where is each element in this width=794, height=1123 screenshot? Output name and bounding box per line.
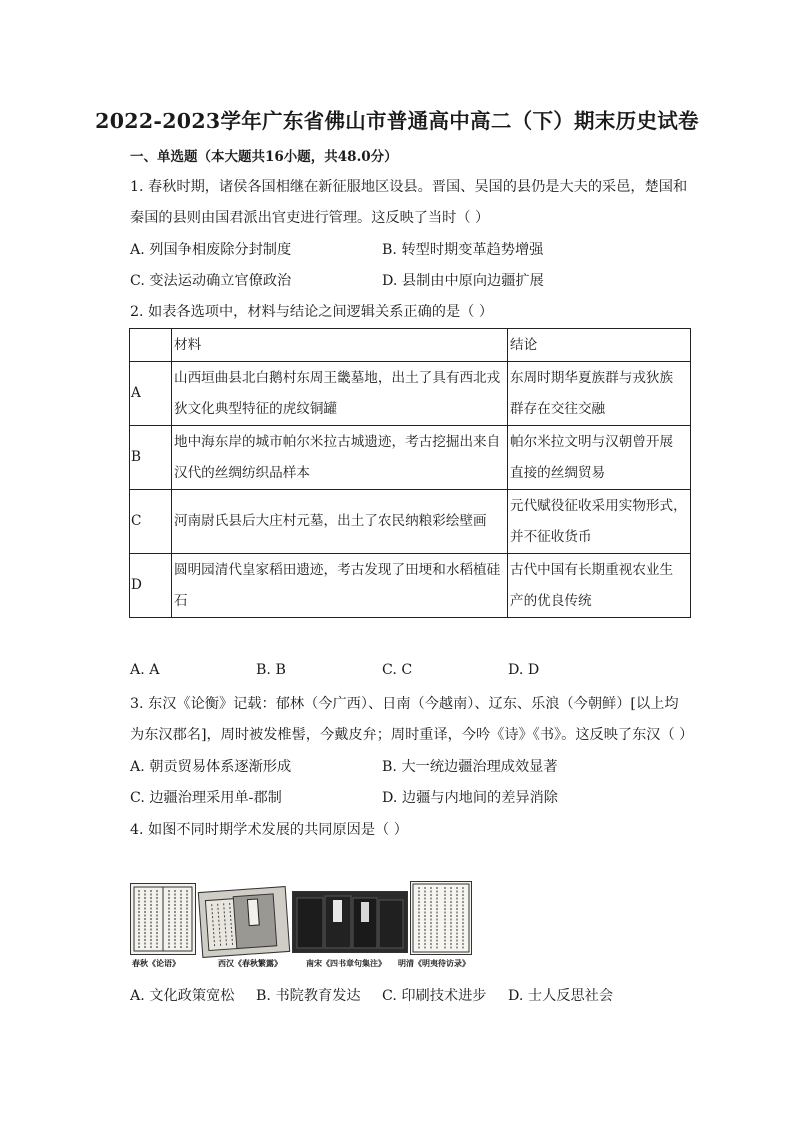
conclusion-line: 产的优良传统 (510, 592, 592, 609)
row-label: A (130, 362, 172, 426)
row-conclusion (508, 554, 691, 618)
table-row (130, 554, 691, 618)
q3-stem-line-2: 为东汉郡名]，周时被发椎髻，今戴皮弁；周时重译，今吟《诗》《书》。这反映了东汉（ ） (130, 727, 694, 743)
q1-stem-line-1: 1. 春秋时期，诸侯各国相继在新征服地区设县。晋国、吴国的县仍是大夫的采邑，楚国和 (130, 179, 688, 195)
chunqiu-fanlu-book-image (198, 886, 290, 958)
row-material (172, 362, 508, 426)
q3-option-a: A. 朝贡贸易体系逐渐形成 (130, 759, 292, 775)
material-conclusion-table (129, 328, 691, 618)
caption-chunqiu-fanlu: 西汉《春秋繁露》 (218, 958, 282, 968)
conclusion-line: 并不征收货币 (510, 528, 592, 545)
conclusion-line: 东周时期华夏族群与戎狄族 (510, 369, 674, 386)
row-conclusion (508, 426, 691, 490)
caption-sishu-jizhu: 南宋《四书章句集注》 (306, 958, 386, 968)
mingyi-text-columns-icon (411, 882, 471, 954)
analects-text-columns-icon (131, 884, 195, 954)
q1-option-a: A. 列国争相废除分封制度 (130, 242, 292, 258)
conclusion-line: 帕尔米拉文明与汉朝曾开展 (510, 433, 674, 450)
q3-option-d: D. 边疆与内地间的差异消除 (382, 790, 558, 806)
row-material (172, 490, 508, 554)
material-line: 山西垣曲县北白鹅村东周王畿墓地，出土了具有西北戎 (174, 369, 501, 386)
q4-option-d: D. 士人反思社会 (508, 988, 614, 1004)
exam-title: 2022-2023学年广东省佛山市普通高中高二（下）期末历史试卷 (95, 109, 699, 133)
conclusion-line: 古代中国有长期重视农业生 (510, 561, 674, 578)
stacked-books-icon (199, 887, 289, 957)
q2-option-a: A. A (130, 662, 160, 678)
material-line: 狄文化典型特征的虎纹铜罐 (174, 400, 338, 417)
ancient-books-figure (130, 881, 472, 971)
caption-analects: 春秋《论语》 (132, 958, 180, 968)
material-line: 汉代的丝绸纺织品样本 (174, 464, 310, 481)
row-material (172, 426, 508, 490)
conclusion-line: 元代赋役征收采用实物形式， (510, 497, 687, 514)
material-line: 地中海东岸的城市帕尔米拉古城遗迹，考古挖掘出来自 (174, 433, 501, 450)
material-line: 河南尉氏县后大庄村元墓，出土了农民纳粮彩绘壁画 (174, 513, 487, 529)
mingyi-daifang-lu-book-image (410, 881, 472, 955)
q1-option-d: D. 县制由中原向边疆扩展 (382, 273, 544, 289)
q2-stem: 2. 如表各选项中，材料与结论之间逻辑关系正确的是（ ） (130, 304, 494, 320)
q3-option-c: C. 边疆治理采用单-郡制 (130, 790, 282, 806)
q4-option-b: B. 书院教育发达 (256, 988, 361, 1004)
conclusion-line: 群存在交往交融 (510, 400, 606, 417)
analects-book-image (130, 883, 196, 955)
table-header-row (130, 329, 691, 362)
q1-option-b: B. 转型时期变革趋势增强 (382, 242, 544, 258)
sishu-jizhu-book-image (292, 891, 408, 953)
dark-volumes-icon (293, 892, 407, 952)
table-row (130, 426, 691, 490)
caption-mingyi-daifang-lu: 明清《明夷待访录》 (398, 958, 470, 968)
row-label: B (130, 426, 172, 490)
q4-option-a: A. 文化政策宽松 (130, 988, 235, 1004)
table-header-blank (130, 329, 172, 362)
q1-stem-line-2: 秦国的县则由国君派出官吏进行管理。这反映了当时（ ） (130, 210, 490, 226)
q1-option-c: C. 变法运动确立官僚政治 (130, 273, 292, 289)
row-material (172, 554, 508, 618)
table-row (130, 490, 691, 554)
section-header: 一、单选题（本大题共16小题，共48.0分） (130, 149, 398, 165)
q4-option-c: C. 印刷技术进步 (382, 988, 487, 1004)
table-header-conclusion: 结论 (508, 329, 691, 362)
row-label: C (130, 490, 172, 554)
q3-stem-line-1: 3. 东汉《论衡》记载：郁林（今广西）、日南（今越南）、辽东、乐浪（今朝鲜）[以上均 (130, 696, 679, 712)
row-conclusion (508, 362, 691, 426)
q2-option-c: C. C (382, 662, 413, 678)
row-conclusion (508, 490, 691, 554)
conclusion-line: 直接的丝绸贸易 (510, 464, 606, 481)
table-header-material: 材料 (172, 329, 508, 362)
q2-option-d: D. D (508, 662, 540, 678)
row-label: D (130, 554, 172, 618)
q3-option-b: B. 大一统边疆治理成效显著 (382, 759, 558, 775)
material-line: 圆明园清代皇家稻田遗迹，考古发现了田埂和水稻植硅 (174, 561, 501, 578)
table-row (130, 362, 691, 426)
material-line: 石 (174, 592, 188, 609)
q2-option-b: B. B (256, 662, 286, 678)
q4-stem: 4. 如图不同时期学术发展的共同原因是（ ） (130, 822, 408, 838)
